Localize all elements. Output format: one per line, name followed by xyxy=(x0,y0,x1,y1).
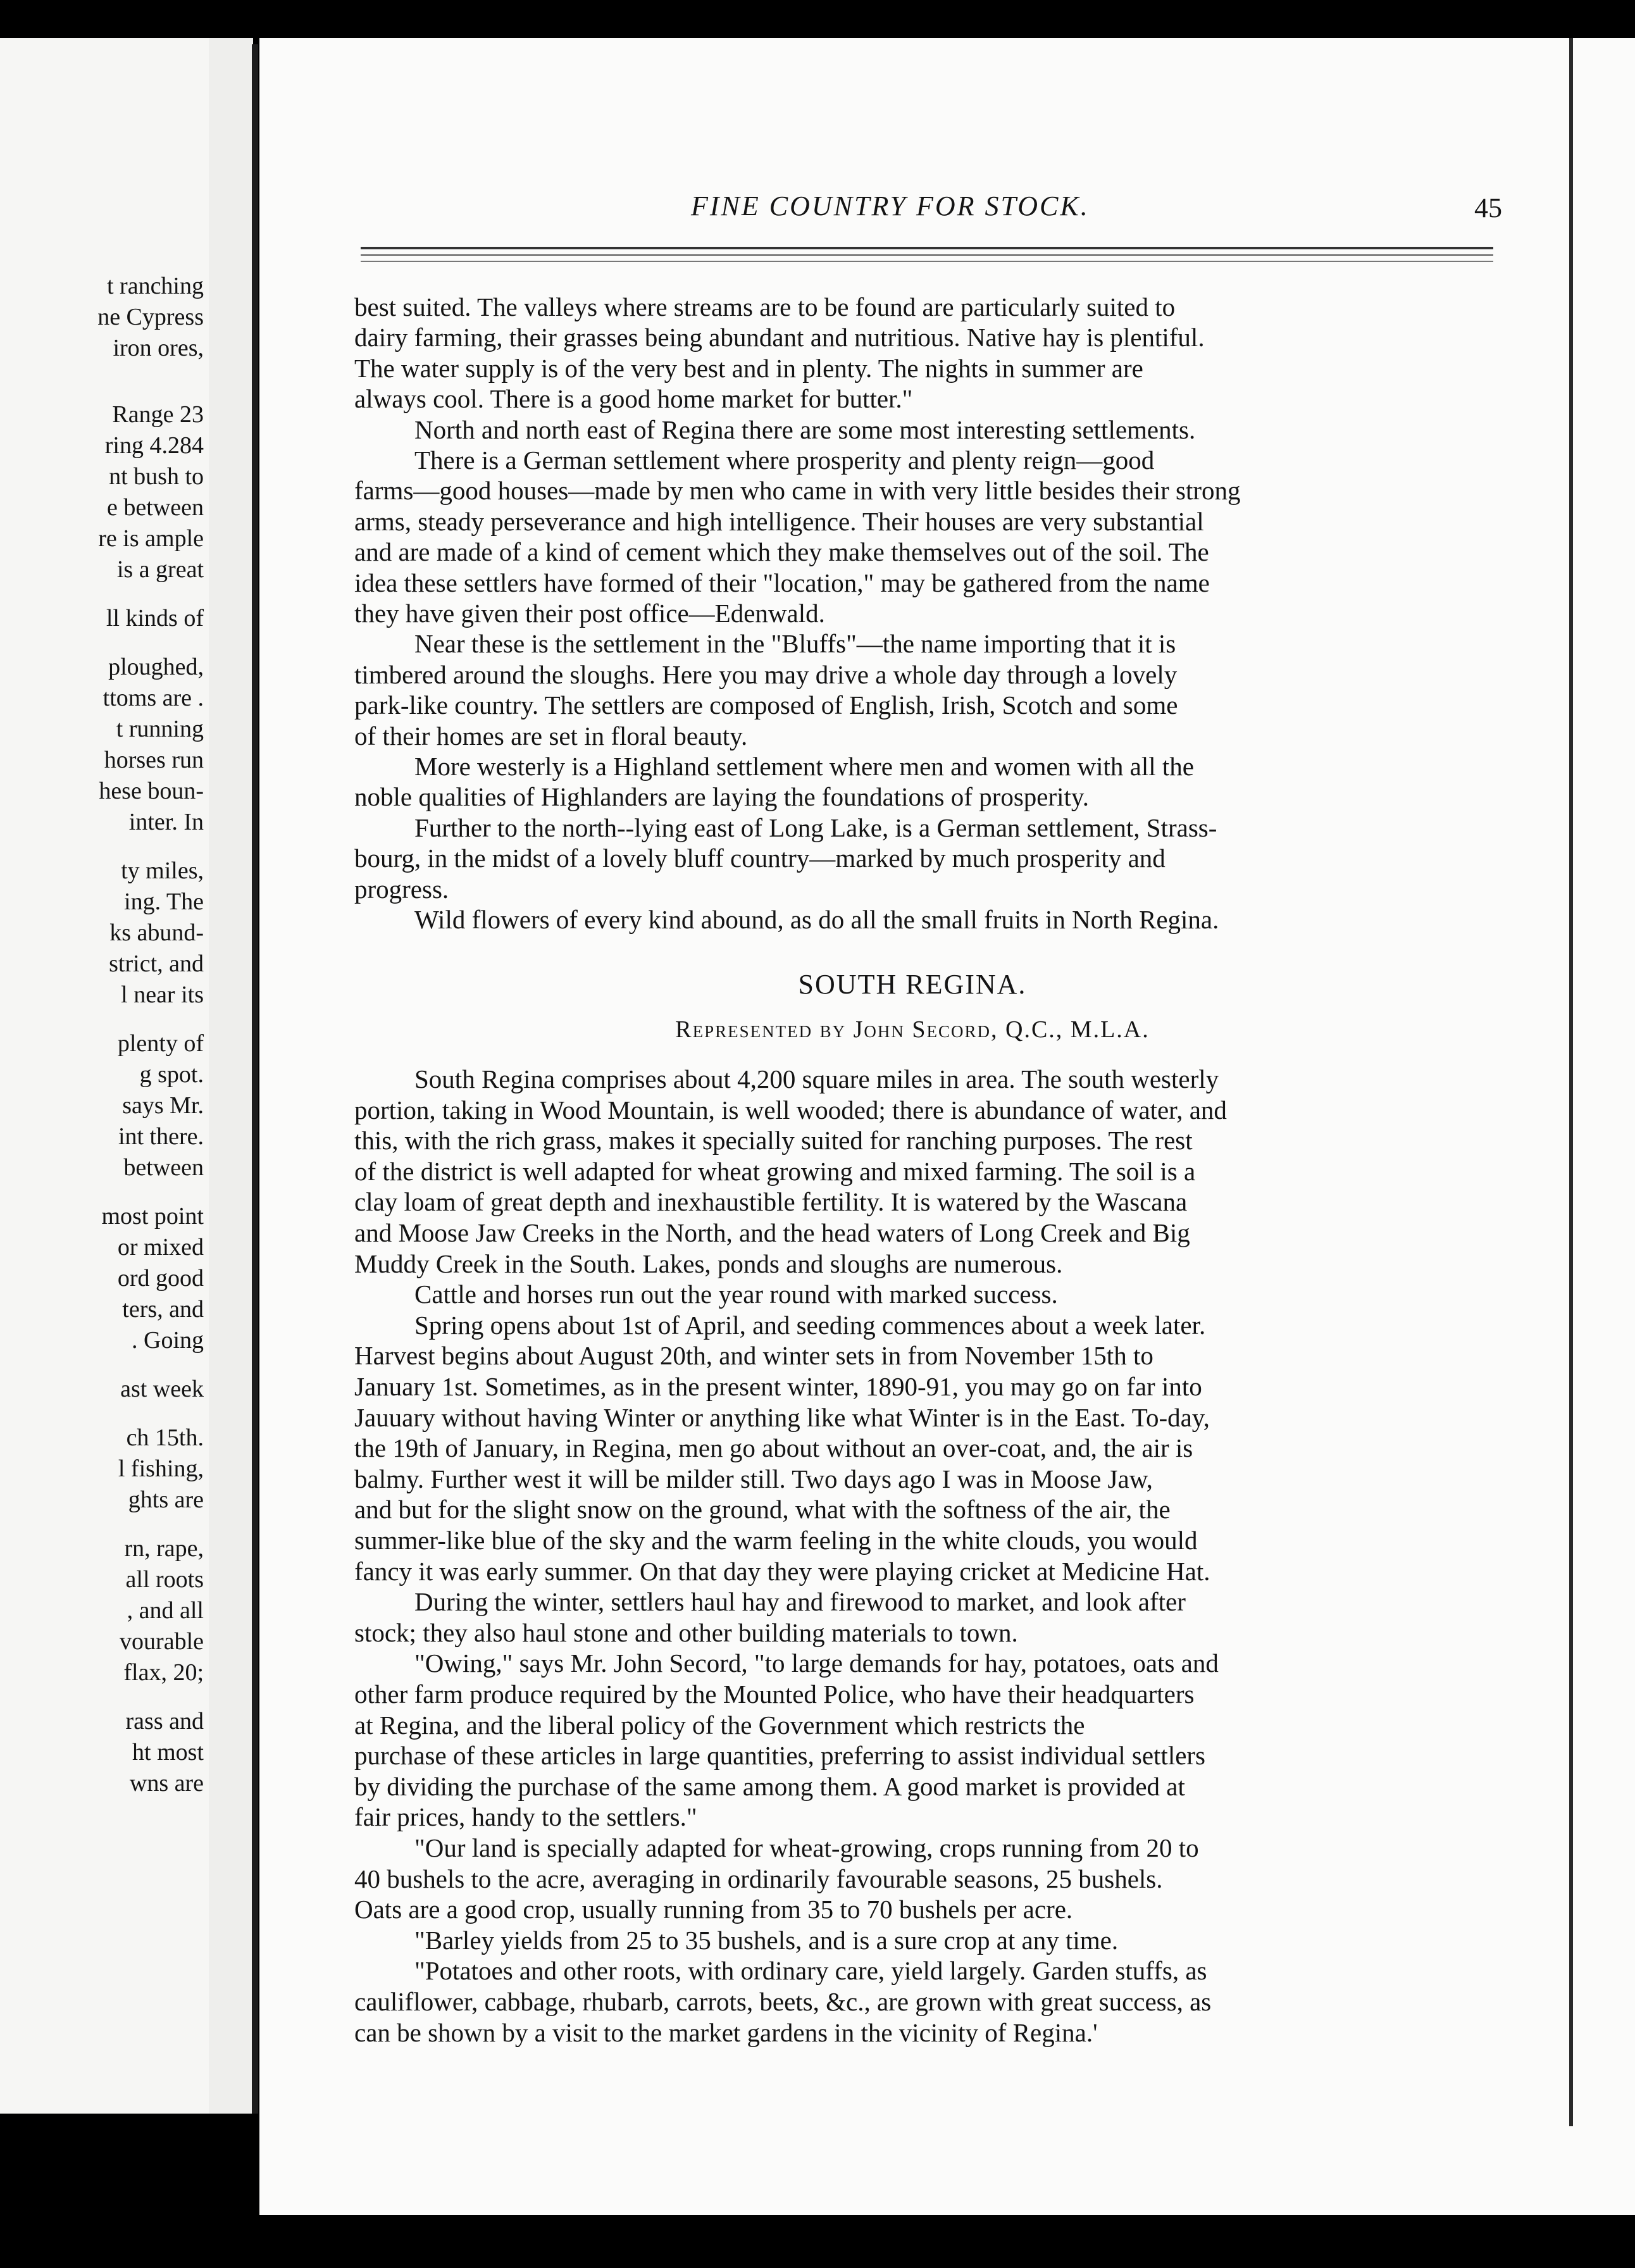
page-edge-shadow xyxy=(1569,38,1573,2126)
text-line: clay loam of great depth and inexhaustible fertility. It is watered by the Wascana xyxy=(354,1187,1188,1217)
facing-page-line: ring 4.284 xyxy=(104,432,204,459)
text-line: portion, taking in Wood Mountain, is well wooded; there is abundance of water, and xyxy=(354,1095,1227,1125)
facing-page-line: ttoms are . xyxy=(103,685,204,711)
text-line: stock; they also haul stone and other building materials to town. xyxy=(354,1617,1018,1647)
header-rule xyxy=(361,247,1493,249)
facing-page-line: ast week xyxy=(120,1376,204,1402)
text-line: South Regina comprises about 4,200 square miles in area. The south westerly xyxy=(414,1064,1219,1094)
text-line: at Regina, and the liberal policy of the Government which restricts the xyxy=(354,1710,1085,1740)
facing-page-line: or mixed xyxy=(117,1234,204,1261)
facing-page-line: ks abund- xyxy=(109,919,204,946)
header-rule xyxy=(361,254,1493,256)
facing-page-line: wns are xyxy=(129,1770,204,1797)
facing-page-line: all roots xyxy=(125,1566,204,1593)
text-line: progress. xyxy=(354,874,449,904)
facing-page-line: plenty of xyxy=(117,1030,204,1057)
facing-page-line: ploughed, xyxy=(108,654,204,680)
facing-page-line: ch 15th. xyxy=(126,1424,204,1451)
text-line: and but for the slight snow on the ground, what with the softness of the air, the xyxy=(354,1495,1171,1524)
text-line: fancy it was early summer. On that day they were playing cricket at Medicine Hat. xyxy=(354,1556,1210,1586)
facing-page-line: . Going xyxy=(132,1327,204,1354)
text-line: other farm produce required by the Mounted Police, who have their headquarters xyxy=(354,1679,1195,1709)
text-line: cauliflower, cabbage, rhubarb, carrots, beets, &c., are grown with great success, as xyxy=(354,1987,1212,2016)
text-line: summer-like blue of the sky and the warm feeling in the white clouds, you would xyxy=(354,1526,1198,1555)
text-line: More westerly is a Highland settlement where men and women with all the xyxy=(414,752,1194,781)
facing-page-line: ll kinds of xyxy=(106,605,204,632)
text-line: dairy farming, their grasses being abundant and nutritious. Native hay is plentiful. xyxy=(354,323,1205,352)
facing-page-line: ghts are xyxy=(128,1486,204,1513)
text-line: Cattle and horses run out the year round with marked success. xyxy=(414,1280,1058,1309)
text-line: bourg, in the midst of a lovely bluff country—marked by much prosperity and xyxy=(354,844,1166,873)
text-line: Spring opens about 1st of April, and seeding commences about a week later. xyxy=(414,1310,1206,1340)
text-line: Further to the north--lying east of Long Lake, is a German settlement, Strass- xyxy=(414,813,1217,842)
text-line: "Our land is specially adapted for wheat-growing, crops running from 20 to xyxy=(414,1833,1199,1862)
facing-page-line: says Mr. xyxy=(122,1092,204,1119)
section-title: SOUTH REGINA. xyxy=(798,969,1027,1000)
facing-page-line: ht most xyxy=(132,1739,204,1766)
running-head: FINE COUNTRY FOR STOCK. xyxy=(691,190,1090,221)
facing-page-line: between xyxy=(123,1154,204,1181)
text-line: Harvest begins about August 20th, and winter sets in from November 15th to xyxy=(354,1341,1153,1371)
facing-page-line: Range 23 xyxy=(112,401,204,428)
text-line: farms—good houses—made by men who came in with very little besides their strong xyxy=(354,476,1241,506)
text-line: Wild flowers of every kind abound, as do all the small fruits in North Regina. xyxy=(414,905,1219,934)
facing-page-line: ty miles, xyxy=(121,857,204,884)
text-line: Near these is the settlement in the "Bluffs"—the name importing that it is xyxy=(414,629,1176,659)
facing-page-line: flax, 20; xyxy=(123,1659,204,1686)
text-line: park-like country. The settlers are composed of English, Irish, Scotch and some xyxy=(354,690,1178,720)
facing-page-line: hese boun- xyxy=(99,778,204,804)
text-line: arms, steady perseverance and high intelligence. Their houses are very substantial xyxy=(354,506,1204,536)
text-line: fair prices, handy to the settlers." xyxy=(354,1802,697,1832)
text-line: of the district is well adapted for wheat growing and mixed farming. The soil is a xyxy=(354,1156,1196,1186)
facing-page-line: ne Cypress xyxy=(97,304,204,330)
book-gutter xyxy=(209,38,253,2114)
text-line: During the winter, settlers haul hay and firewood to market, and look after xyxy=(414,1587,1186,1617)
text-line: by dividing the purchase of the same among them. A good market is provided at xyxy=(354,1771,1185,1801)
facing-page-line: l fishing, xyxy=(118,1455,204,1482)
text-line: this, with the rich grass, makes it specially suited for ranching purposes. The rest xyxy=(354,1126,1193,1156)
text-line: of their homes are set in floral beauty. xyxy=(354,721,748,751)
text-line: 40 bushels to the acre, averaging in ordinarily favourable seasons, 25 bushels. xyxy=(354,1864,1163,1893)
text-line: North and north east of Regina there are some most interesting settlements. xyxy=(414,414,1196,444)
facing-page-line: nt bush to xyxy=(109,463,204,490)
gutter-shadow xyxy=(252,44,258,2114)
text-line: can be shown by a visit to the market gardens in the vicinity of Regina.' xyxy=(354,2017,1098,2047)
text-line: "Owing," says Mr. John Secord, "to large demands for hay, potatoes, oats and xyxy=(414,1648,1219,1678)
text-line: timbered around the sloughs. Here you may drive a whole day through a lovely xyxy=(354,659,1178,689)
facing-page-line: int there. xyxy=(118,1123,204,1150)
facing-page-line: is a great xyxy=(116,556,204,583)
facing-page-line: horses run xyxy=(104,747,204,773)
facing-page-line: vourable xyxy=(120,1628,204,1655)
facing-page-line: t ranching xyxy=(106,273,204,299)
facing-page-line: most point xyxy=(101,1203,204,1230)
section-byline: Represented by John Secord, Q.C., M.L.A. xyxy=(675,1016,1150,1043)
facing-page-line: iron ores, xyxy=(113,335,204,361)
text-line: The water supply is of the very best and in plenty. The nights in summer are xyxy=(354,353,1143,383)
text-line: balmy. Further west it will be milder still. Two days ago I was in Moose Jaw, xyxy=(354,1464,1153,1493)
text-line: There is a German settlement where prosperity and plenty reign—good xyxy=(414,446,1155,475)
text-line: best suited. The valleys where streams are to be found are particularly suited to xyxy=(354,292,1176,321)
page-number: 45 xyxy=(1474,192,1502,223)
facing-page-line: ing. The xyxy=(124,888,204,915)
facing-page-line: e between xyxy=(107,494,204,521)
facing-page-line: g spot. xyxy=(139,1061,204,1088)
facing-page-line: ord good xyxy=(117,1265,204,1292)
facing-page-line: rn, rape, xyxy=(124,1535,204,1562)
text-line: always cool. There is a good home market for butter." xyxy=(354,384,913,414)
text-line: purchase of these articles in large quantities, preferring to assist individual settlers xyxy=(354,1741,1206,1771)
facing-page-line: t running xyxy=(116,716,204,742)
text-line: "Potatoes and other roots, with ordinary care, yield largely. Garden stuffs, as xyxy=(414,1956,1207,1986)
facing-page-line: rass and xyxy=(125,1708,204,1735)
facing-page-line: , and all xyxy=(127,1597,204,1624)
text-line: the 19th of January, in Regina, men go about without an over-coat, and, the air is xyxy=(354,1433,1193,1463)
text-line: noble qualities of Highlanders are laying the foundations of prosperity. xyxy=(354,782,1089,812)
facing-page-line: re is ample xyxy=(98,525,204,552)
text-line: idea these settlers have formed of their "location," may be gathered from the name xyxy=(354,568,1210,597)
text-line: Jauuary without having Winter or anything like what Winter is in the East. To-day, xyxy=(354,1402,1210,1432)
text-line: and are made of a kind of cement which they make themselves out of the soil. The xyxy=(354,537,1209,567)
text-line: they have given their post office—Edenwald. xyxy=(354,599,825,628)
facing-page-line: ters, and xyxy=(122,1296,204,1323)
facing-page-line: strict, and xyxy=(109,950,204,977)
facing-page-line: l near its xyxy=(121,981,204,1008)
facing-page-line: inter. In xyxy=(128,809,204,835)
text-line: January 1st. Sometimes, as in the present winter, 1890-91, you may go on far into xyxy=(354,1372,1202,1401)
text-line: Muddy Creek in the South. Lakes, ponds and sloughs are numerous. xyxy=(354,1249,1063,1278)
text-line: and Moose Jaw Creeks in the North, and the head waters of Long Creek and Big xyxy=(354,1218,1190,1247)
header-rule xyxy=(361,261,1493,262)
facing-page-left xyxy=(0,38,209,2114)
text-line: "Barley yields from 25 to 35 bushels, and is a sure crop at any time. xyxy=(414,1925,1119,1955)
text-line: Oats are a good crop, usually running from 35 to 70 bushels per acre. xyxy=(354,1895,1073,1924)
